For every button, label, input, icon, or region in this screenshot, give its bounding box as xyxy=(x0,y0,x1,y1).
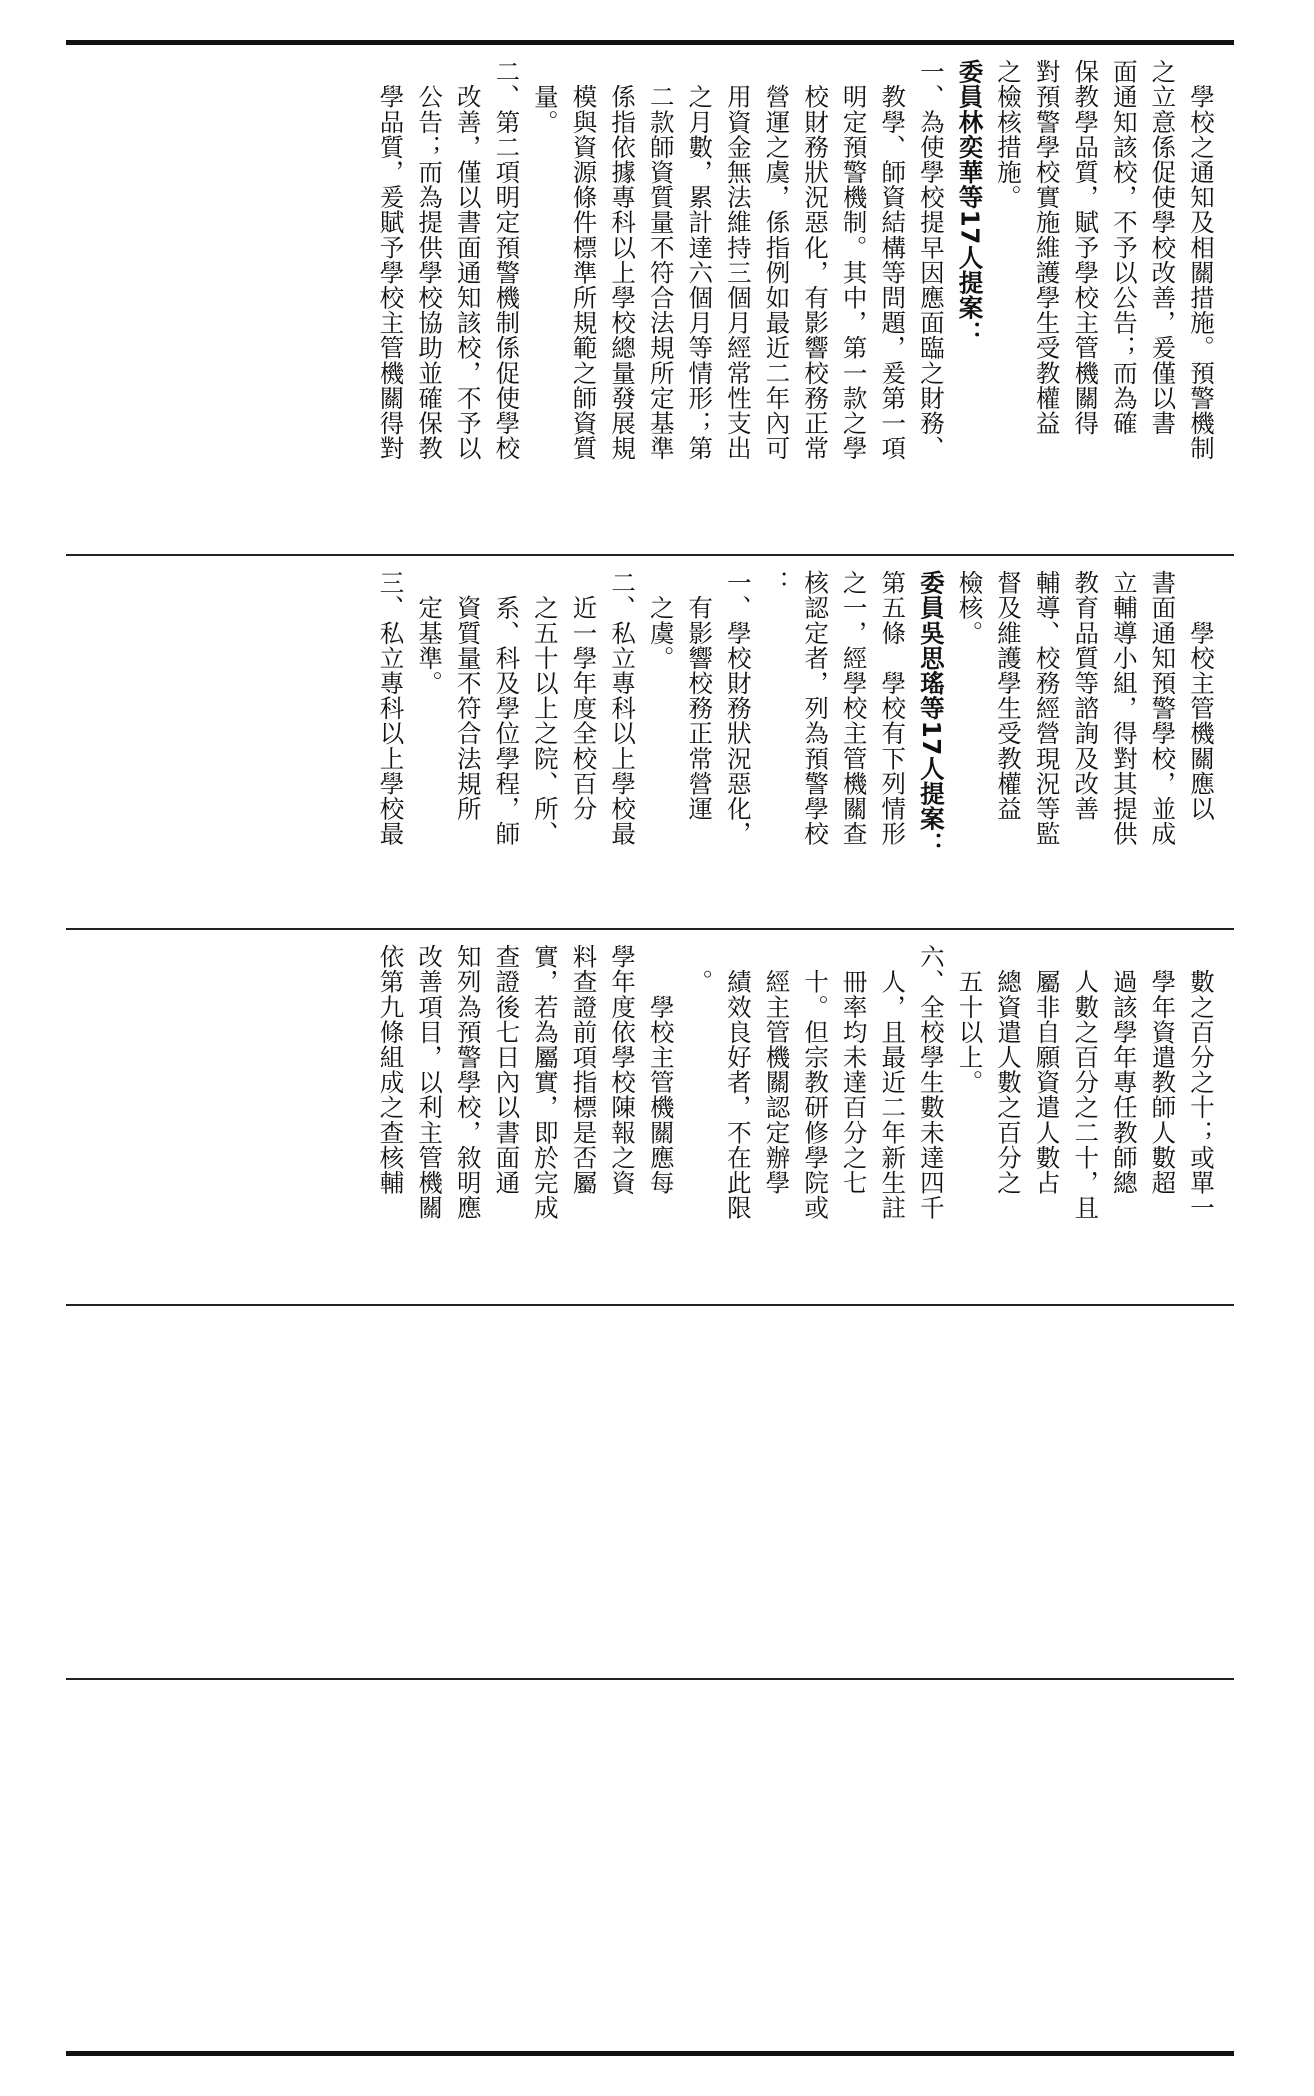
text-line: 模與資源條件標準所規範之師資質 xyxy=(569,59,599,461)
text-line: 總資遣人數之百分之 xyxy=(994,944,1024,1195)
text-line: 五十以上。 xyxy=(955,944,985,1095)
cell-text-1 xyxy=(72,59,1220,544)
text-line: 學校主管機關應以 xyxy=(1187,570,1216,821)
text-line: 有影響校務正常營運 xyxy=(685,570,715,821)
text-line: 立輔導小組，得對其提供 xyxy=(1109,570,1139,847)
text-line: 近一學年度全校百分 xyxy=(569,570,599,821)
text-line: 對預警學校實施維護學生受教權益 xyxy=(1032,59,1062,436)
cell-text-4 xyxy=(72,1320,1220,1668)
text-line: 學校之通知及相關措施。預警機制 xyxy=(1187,59,1216,461)
text-line: 校財務狀況惡化，有影響校務正常 xyxy=(801,59,831,461)
text-line: 用資金無法維持三個月經常性支出 xyxy=(723,59,753,461)
text-line: 十。但宗教研修學院或 xyxy=(801,944,831,1221)
text-line: 學品質，爰賦予學校主管機關得對 xyxy=(376,59,406,461)
table-row-1 xyxy=(66,45,1234,554)
text-line: 績效良好者，不在此限 xyxy=(723,944,753,1221)
text-line: 學年資遣教師人數超 xyxy=(1148,944,1178,1195)
proposal-heading: 委員林奕華等17人提案： xyxy=(955,59,985,346)
text-line: 知列為預警學校，敘明應 xyxy=(453,944,483,1221)
text-line: ： xyxy=(762,570,792,596)
proposal-heading: 委員吳思瑤等17人提案： xyxy=(916,570,946,857)
text-line: 輔導、校務經營現況等監 xyxy=(1032,570,1062,847)
text-line: 第五條 學校有下列情形 xyxy=(878,570,908,847)
table-row-2 xyxy=(66,556,1234,928)
text-line: 公告；而為提供學校協助並確保教 xyxy=(415,59,445,461)
text-line: 營運之虞，係指例如最近二年內可 xyxy=(762,59,792,461)
text-line: 核認定者，列為預警學校 xyxy=(801,570,831,847)
text-line: 教學、師資結構等問題，爰第一項 xyxy=(878,59,908,461)
text-line: 系、科及學位學程，師 xyxy=(492,570,522,847)
text-line: 三、私立專科以上學校最 xyxy=(376,570,406,847)
text-line: 檢核。 xyxy=(955,570,985,646)
text-line: 之立意係促使學校改善，爰僅以書 xyxy=(1148,59,1178,436)
text-line: 學年度依學校陳報之資 xyxy=(608,944,638,1195)
text-line: 六、全校學生數未達四千 xyxy=(916,944,946,1221)
bottom-rule xyxy=(66,2051,1234,2056)
text-line: 經主管機關認定辦學 xyxy=(762,944,792,1195)
text-line: 教育品質等諮詢及改善 xyxy=(1071,570,1101,821)
text-line: 明定預警機制。其中，第一款之學 xyxy=(839,59,869,461)
text-line: 資質量不符合法規所 xyxy=(453,570,483,821)
table-row-3 xyxy=(66,930,1234,1304)
text-line: 實，若為屬實，即於完成 xyxy=(530,944,560,1221)
text-line: 之五十以上之院、所、 xyxy=(530,570,560,847)
cell-text-5 xyxy=(72,1694,1220,2042)
text-line: 人數之百分之二十，且 xyxy=(1071,944,1101,1221)
text-line: 之檢核措施。 xyxy=(994,59,1024,210)
text-line: 冊率均未達百分之七 xyxy=(839,944,869,1195)
text-line: 一、學校財務狀況惡化， xyxy=(723,570,753,847)
text-line: 保教學品質，賦予學校主管機關得 xyxy=(1071,59,1101,436)
text-line: 面通知該校，不予以公告；而為確 xyxy=(1109,59,1139,436)
text-line: 數之百分之十；或單一 xyxy=(1187,944,1216,1221)
text-line: 依第九條組成之查核輔 xyxy=(376,944,406,1195)
text-line: 之月數，累計達六個月等情形；第 xyxy=(685,59,715,461)
cell-text-2 xyxy=(72,570,1220,918)
text-line: 屬非自願資遣人數占 xyxy=(1032,944,1062,1195)
text-line: 二、私立專科以上學校最 xyxy=(608,570,638,847)
text-line: 改善項目，以利主管機關 xyxy=(415,944,445,1221)
text-line: 督及維護學生受教權益 xyxy=(994,570,1024,821)
text-line: 定基準。 xyxy=(415,570,445,696)
text-line: 之虞。 xyxy=(646,570,676,671)
text-line: 人，且最近二年新生註 xyxy=(878,944,908,1221)
text-line: 二、第二項明定預警機制係促使學校 xyxy=(492,59,522,461)
text-line: 料查證前項指標是否屬 xyxy=(569,944,599,1195)
text-line: 改善，僅以書面通知該校，不予以 xyxy=(453,59,483,461)
text-line: 書面通知預警學校，並成 xyxy=(1148,570,1178,847)
table-row-5 xyxy=(66,1680,1234,2052)
text-line: 之一，經學校主管機關查 xyxy=(839,570,869,847)
text-line: 。 xyxy=(685,944,715,995)
text-line: 查證後七日內以書面通 xyxy=(492,944,522,1195)
table-row-4 xyxy=(66,1306,1234,1678)
text-line: 係指依據專科以上學校總量發展規 xyxy=(608,59,638,461)
cell-text-3 xyxy=(72,944,1220,1294)
text-line: 二款師資質量不符合法規所定基準 xyxy=(646,59,676,461)
text-line: 量。 xyxy=(530,59,560,135)
text-line: 一、為使學校提早因應面臨之財務、 xyxy=(916,59,946,461)
text-line: 學校主管機關應每 xyxy=(646,944,676,1195)
text-line: 過該學年專任教師總 xyxy=(1109,944,1139,1195)
